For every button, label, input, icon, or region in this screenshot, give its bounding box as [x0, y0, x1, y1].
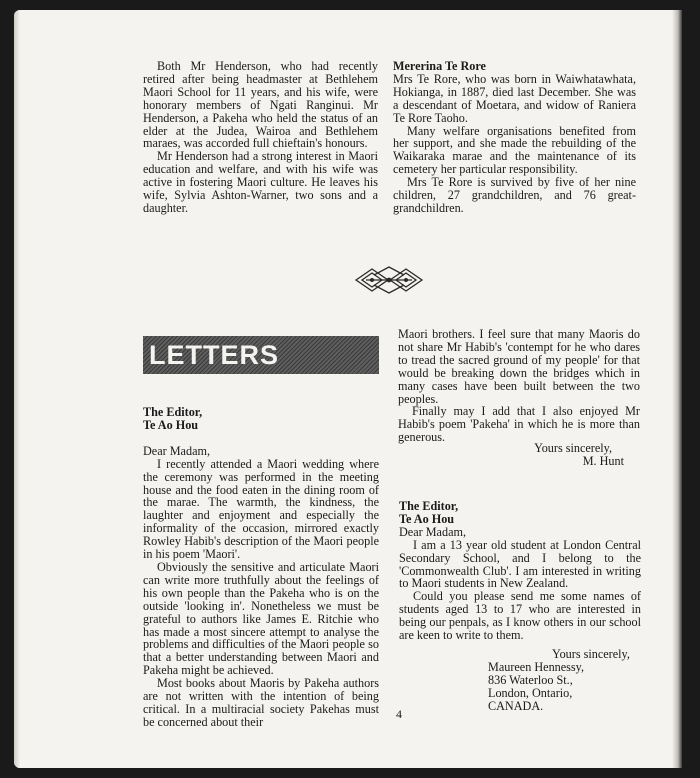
henderson-paragraph-1: Both Mr Henderson, who had recently retired after being headmaster at Bethlehem Maori School for 11 years, and his wife, were honorary members of Ngati Ranginui. Mr Henderson, a Pakeha who held the status of an elder at the Judea, Wairoa and Bethlehem maraes, was accorded full chieftain's honours.: [143, 59, 378, 151]
letter1-addressee-2: Te Ao Hou: [143, 417, 199, 432]
letter1-paragraph-3: Most books about Maoris by Pakeha authors are not written with the intention of being critical. In a multiracial society Pakehas must be concerned about their: [143, 676, 379, 729]
letter-hennessy: [399, 500, 641, 642]
letter1-closing: Yours sincerely,: [534, 441, 612, 455]
te-rore-heading: Mererina Te Rore: [393, 59, 486, 73]
letter1-signature: M. Hunt: [582, 454, 624, 468]
page-gutter: [672, 10, 682, 768]
letter2-addressee-2: Te Ao Hou: [399, 511, 455, 526]
letter2-city-line: London, Ontario,: [488, 686, 573, 700]
te-rore-paragraph-2: Many welfare organisations benefited from her support, and she made the rebuilding of the Waikaraka marae and the maintenance of its cemetery her particular responsibility.: [393, 123, 636, 177]
letter1-addressee-1: The Editor,: [143, 405, 203, 419]
letter1-continuation-1: Maori brothers. I feel sure that many Maoris do not share Mr Habib's 'contempt for he who dares to tread the sacred ground of my people' for that would be breaking down the bridges which in many cases have been built between the two peoples.: [398, 327, 640, 406]
letter1-paragraph-1: I recently attended a Maori wedding where the ceremony was performed in the meeting house and the food eaten in the dining room of the marae. The warmth, the kindness, the laughter and enjoyment and especially the informality of the occasion, mirrored exactly Rowley Habib's description of the Maori people in his poem 'Maori'.: [143, 456, 379, 562]
letter2-salutation: Dear Madam,: [399, 524, 467, 539]
letter2-country-line: CANADA.: [488, 699, 544, 713]
te-rore-paragraph-3: Mrs Te Rore is survived by five of her nine children, 27 grandchildren, and 76 great-grandchildren.: [393, 175, 636, 215]
magazine-page: [14, 10, 682, 768]
letter1-signoff: [398, 442, 640, 468]
letters-title: LETTERS: [149, 340, 280, 370]
letter2-address-line: 836 Waterloo St.,: [488, 673, 573, 687]
te-rore-paragraph-1: Mrs Te Rore, who was born in Waiwhatawhata, Hokianga, in 1887, died last December. She was a descendant of Moetara, and widow of Raniera Te Rore Taoho.: [393, 71, 636, 125]
henderson-obituary: [143, 60, 378, 215]
te-rore-obituary: [393, 60, 636, 215]
letter2-closing: Yours sincerely,: [552, 647, 630, 661]
letter-hunt-continued: [398, 328, 640, 444]
maori-pattern-ornament: [354, 265, 424, 295]
letter1-continuation-2: Finally may I add that I also enjoyed Mr Habib's poem 'Pakeha' in which he is more than generous.: [398, 404, 640, 445]
letter2-addressee-1: The Editor,: [399, 499, 459, 513]
letter-hunt: [143, 406, 379, 729]
henderson-paragraph-2: Mr Henderson had a strong interest in Maori education and welfare, and with his wife was active in fostering Maori culture. He leaves his wife, Sylvia Ashton-Warner, two sons and a daughter.: [143, 149, 378, 215]
letter2-paragraph-2: Could you please send me some names of students aged 13 to 17 who are interested in being our penpals, as I know others in our school are keen to write to them.: [399, 589, 641, 643]
letter2-paragraph-1: I am a 13 year old student at London Central Secondary School, and I belong to the 'Commonwealth Club'. I am interested in writing to Maori students in New Zealand.: [399, 537, 641, 591]
letters-banner: [143, 336, 379, 374]
scan-edge: [14, 10, 20, 768]
letter1-salutation: Dear Madam,: [143, 443, 211, 458]
page-number: 4: [396, 707, 402, 721]
letter2-signature-line: Maureen Hennessy,: [488, 660, 584, 674]
letter2-signoff: [488, 648, 638, 713]
letter1-paragraph-2: Obviously the sensitive and articulate Maori can write more truthfully about the feelings of his own people than the Pakeha who is on the outside 'looking in'. Nonetheless we must be grateful to authors like James E. Ritchie who has made a most sincere attempt to analyse the problems and difficulties of the Maori people so that a better understanding between Maori and Pakeha might be achieved.: [143, 559, 379, 678]
